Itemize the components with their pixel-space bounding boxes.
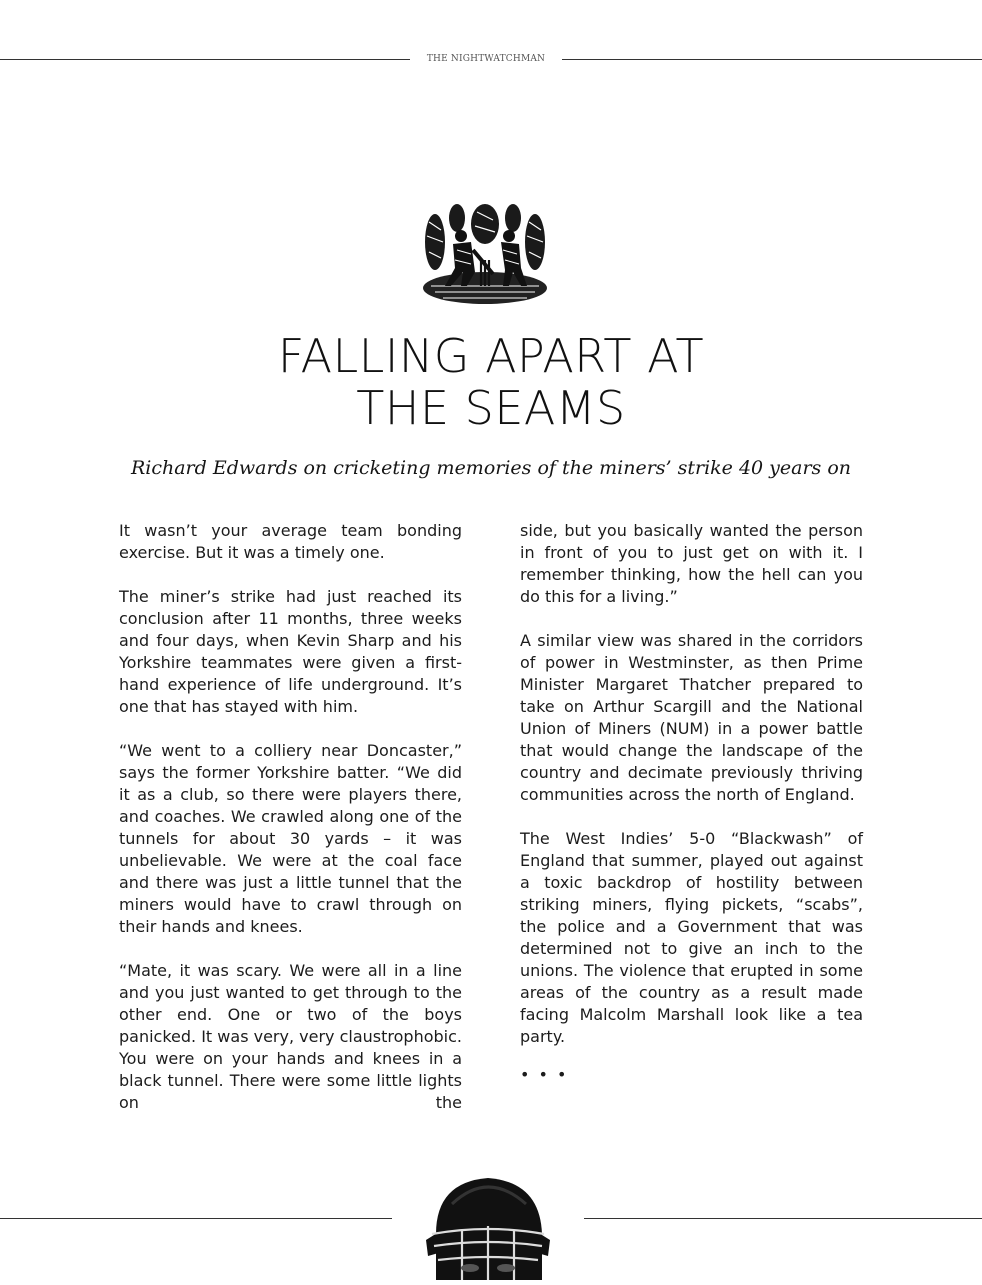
paragraph: It wasn’t your average team bonding exercise. But it was a timely one. (119, 521, 462, 562)
paragraph: side, but you basically wanted the person in front of you to just get on with it. I remember thinking, how the hell can you do this for a living.” (520, 521, 863, 606)
paragraph: “We went to a colliery near Doncaster,” says the former Yorkshire batter. “We did it as a club, so there were players there, and coaches. We crawled along one of the tunnels for about 30 yards – it was unbelievable. We were at the coal face and there was just a little tunnel that the miners would have to crawl through on their hands and knees. (119, 741, 462, 936)
header-rule-right (562, 59, 982, 60)
paragraph: A similar view was shared in the corridors of power in Westminster, as then Prime Minister Margaret Thatcher prepared to take on Arthur Scargill and the National Union of Miners (NUM) in a power battle that would change the landscape of the country and decimate previously thriving communities across the north of England. (520, 631, 863, 804)
article-dek: Richard Edwards on cricketing memories of the miners’ strike 40 years on (130, 457, 852, 479)
cricket-woodcut-icon (417, 202, 553, 306)
running-header (0, 52, 982, 66)
publication-name: THE NIGHTWATCHMAN (426, 54, 546, 64)
helmeted-batter-icon (392, 1164, 584, 1280)
paragraph: “Mate, it was scary. We were all in a line and you just wanted to get through to the other end. One or two of the boys panicked. It was very, very claustrophobic. You were on your hands and knees in a black tunnel. There were some little lights on the (119, 961, 462, 1112)
header-rule-left (0, 59, 410, 60)
paragraph: The miner’s strike had just reached its conclusion after 11 months, three weeks and four days, when Kevin Sharp and his Yorkshire teammates were given a first-hand experience of life underground. It’s one that has stayed with him. (119, 587, 462, 716)
title-line-2: THE SEAMS (356, 381, 626, 435)
article-title (0, 330, 982, 434)
section-break: • • • (520, 1065, 569, 1084)
title-line-1: FALLING APART AT (277, 329, 705, 383)
left-column (119, 520, 462, 1114)
right-column (520, 520, 863, 1084)
paragraph: The West Indies’ 5-0 “Blackwash” of England that summer, played out against a toxic backdrop of hostility between striking miners, flying pickets, “scabs”, the police and a Government that was determined not to give an inch to the unions. The violence that erupted in some areas of the country as a result made facing Malcolm Marshall look like a tea party. (520, 829, 863, 1046)
